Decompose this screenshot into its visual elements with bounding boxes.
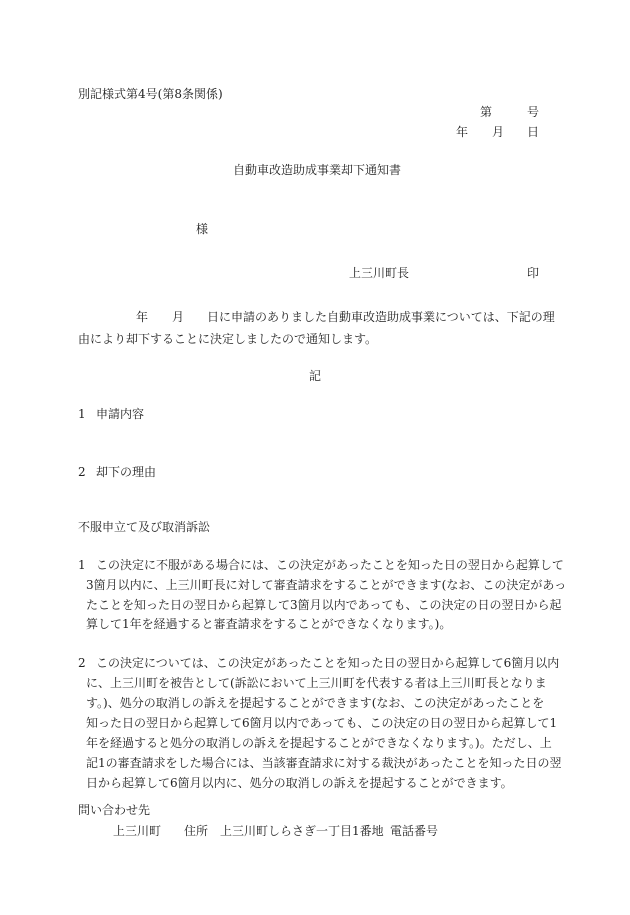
date-day: 日	[527, 125, 540, 139]
number-gou: 号	[527, 105, 540, 119]
contact-heading: 問い合わせ先	[78, 803, 151, 817]
appeal-item-1-line: 3箇月以内に、上三川町長に対して審査請求をすることができます(なお、この決定があっ	[86, 578, 567, 592]
addressee-sama: 様	[196, 222, 209, 236]
appeal-item-2-line: に、上三川町を被告として(訴訟において上三川町を代表する者は上三川町長となりま	[86, 676, 547, 690]
appeal-item-2-line: す。)、処分の取消しの訴えを提起することができます(なお、この決定があったことを	[86, 696, 545, 710]
appeal-item-2-line: 年を経過すると処分の取消しの訴えを提起することができなくなります。)。ただし、上	[86, 736, 552, 750]
intro-text-line1: 日に申請のありました自動車改造助成事業については、下記の理	[207, 310, 555, 324]
appeal-item-1-line: この決定に不服がある場合には、この決定があったことを知った日の翌日から起算して	[96, 558, 564, 572]
appeal-item-2-line: この決定については、この決定があったことを知った日の翌日から起算して6箇月以内	[96, 656, 560, 670]
appeal-item-2-line: 日から起算して6箇月以内に、処分の取消しの訴えを提起することができます。	[86, 776, 513, 790]
date-month: 月	[492, 125, 505, 139]
contact-town: 上三川町	[113, 824, 162, 838]
date-year: 年	[456, 125, 469, 139]
form-reference: 別記様式第4号(第8条関係)	[78, 87, 223, 101]
seal-mark: 印	[527, 266, 540, 280]
appeal-item-1-line: たことを知った日の翌日から起算して3箇月以内であっても、この決定の日の翌日から起	[86, 598, 562, 612]
appeal-item-2-number: 2	[78, 656, 86, 670]
intro-month: 月	[172, 310, 185, 324]
contact-phone-label: 電話番号	[390, 824, 439, 838]
item-2-label: 却下の理由	[96, 465, 157, 479]
item-1-number: 1	[78, 407, 86, 421]
document-title: 自動車改造助成事業却下通知書	[233, 163, 402, 177]
item-2-number: 2	[78, 465, 86, 479]
number-dai: 第	[480, 105, 493, 119]
appeal-item-1-line: 算して1年を経過すると審査請求をすることができなくなります。)。	[86, 617, 452, 631]
intro-text-line2: 由により却下することに決定しましたので通知します。	[78, 332, 378, 346]
item-1-label: 申請内容	[96, 407, 145, 421]
appeal-heading: 不服申立て及び取消訴訟	[78, 520, 211, 534]
appeal-item-2-line: 記1の審査請求をした場合には、当該審査請求に対する裁決があったことを知った日の翌	[86, 756, 562, 770]
appeal-item-2-line: 知った日の翌日から起算して6箇月以内であっても、この決定の日の翌日から起算して1	[86, 716, 558, 730]
ki-heading: 記	[309, 369, 322, 383]
appeal-item-1-number: 1	[78, 558, 86, 572]
contact-address-label: 住所	[184, 824, 209, 838]
contact-address: 上三川町しらさぎ一丁目1番地	[220, 824, 384, 838]
sender-name: 上三川町長	[349, 266, 410, 280]
intro-year: 年	[136, 310, 149, 324]
